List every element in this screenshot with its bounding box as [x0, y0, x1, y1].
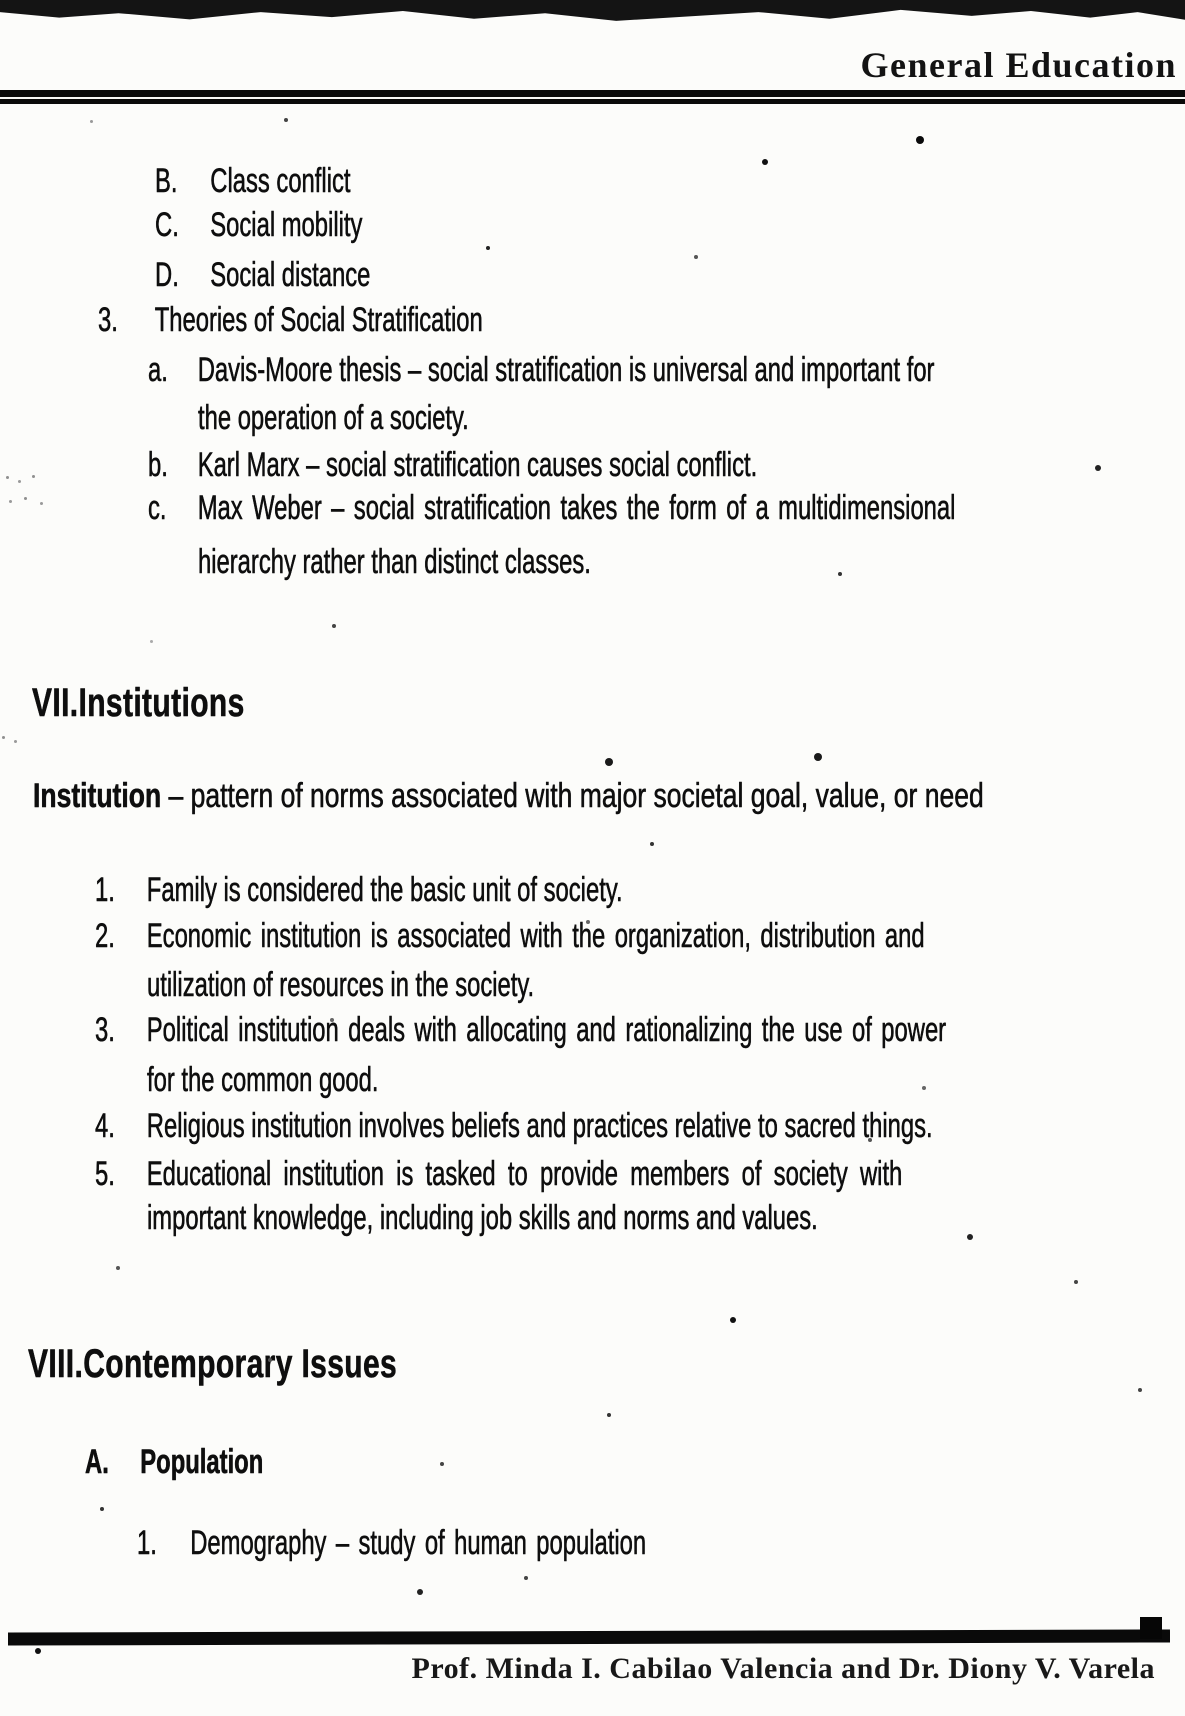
list-item-family — [95, 871, 623, 910]
list-item-max-weber — [148, 489, 955, 528]
list-item-text: Economic institution is associated with the organization, distribution and — [146, 917, 925, 955]
list-item-davis-moore — [148, 351, 934, 390]
list-item-theories — [98, 301, 483, 340]
list-item-text: Theories of Social Stratification — [154, 301, 483, 339]
list-item-class-conflict — [155, 162, 350, 201]
section-heading-viii: VIII.Contemporary Issues — [28, 1342, 398, 1386]
list-item-economic-cont: utilization of resources in the society. — [147, 966, 535, 1004]
list-item-text: Population — [140, 1443, 264, 1481]
list-item-text: Family is considered the basic unit of society. — [146, 871, 623, 909]
list-item-label: D. — [155, 256, 179, 294]
definition-text: – pattern of norms associated with major societal goal, value, or need — [161, 777, 984, 815]
list-item-label: 3. — [95, 1011, 115, 1049]
list-item-label: a. — [148, 351, 168, 389]
institution-definition — [33, 777, 984, 816]
list-item-text: Political institution deals with allocating and rationalizing the use of power — [146, 1011, 947, 1049]
list-item-text: Max Weber – social stratification takes the form of a multidimensional — [197, 489, 956, 527]
list-item-label: 4. — [95, 1107, 115, 1145]
list-item-label: 2. — [95, 917, 115, 955]
list-item-label: c. — [148, 489, 167, 527]
list-item-label: A. — [85, 1443, 109, 1481]
list-item-educational-cont: important knowledge, including job skills and norms and values. — [147, 1199, 818, 1237]
list-item-religious — [95, 1107, 933, 1146]
list-item-text: Class conflict — [210, 162, 351, 200]
list-item-political-cont: for the common good. — [147, 1061, 379, 1099]
list-item-label: 3. — [98, 301, 118, 339]
list-item-text: Religious institution involves beliefs and practices relative to sacred things. — [146, 1107, 933, 1145]
section-heading-vii: VII.Institutions — [32, 681, 245, 725]
list-item-text: Davis-Moore thesis – social stratification is universal and important for — [197, 351, 935, 389]
list-item-label: 1. — [137, 1524, 157, 1562]
list-item-karl-marx — [148, 446, 757, 485]
list-item-label: 1. — [95, 871, 115, 909]
list-item-text: Social distance — [210, 256, 371, 294]
list-item-label: C. — [155, 206, 179, 244]
list-item-educational — [95, 1155, 902, 1194]
list-item-social-mobility — [155, 206, 362, 245]
list-item-political — [95, 1011, 946, 1050]
list-item-label: 5. — [95, 1155, 115, 1193]
definition-term: Institution — [33, 777, 162, 815]
footer-rule — [8, 1629, 1170, 1645]
scan-noise-band — [0, 0, 1185, 22]
header-rule — [0, 90, 1185, 105]
list-item-text: Social mobility — [210, 206, 363, 244]
footer-credit: Prof. Minda I. Cabilao Valencia and Dr. Diony V. Varela — [411, 1652, 1155, 1685]
list-item-population — [85, 1443, 263, 1482]
list-item-max-weber-cont: hierarchy rather than distinct classes. — [198, 543, 591, 581]
list-item-text: Demography – study of human population — [190, 1524, 647, 1562]
list-item-label: B. — [155, 162, 178, 200]
footer-rule-ink-blob — [1140, 1617, 1162, 1639]
list-item-economic — [95, 917, 925, 956]
scan-speckles-faint — [0, 0, 3, 3]
list-item-label: b. — [148, 446, 168, 484]
list-item-demography — [137, 1524, 646, 1563]
list-item-text: Educational institution is tasked to provide members of society with — [146, 1155, 903, 1193]
page-header-title: General Education — [860, 45, 1177, 85]
list-item-davis-moore-cont: the operation of a society. — [198, 399, 469, 437]
list-item-text: Karl Marx – social stratification causes social conflict. — [197, 446, 758, 484]
list-item-social-distance — [155, 256, 370, 295]
